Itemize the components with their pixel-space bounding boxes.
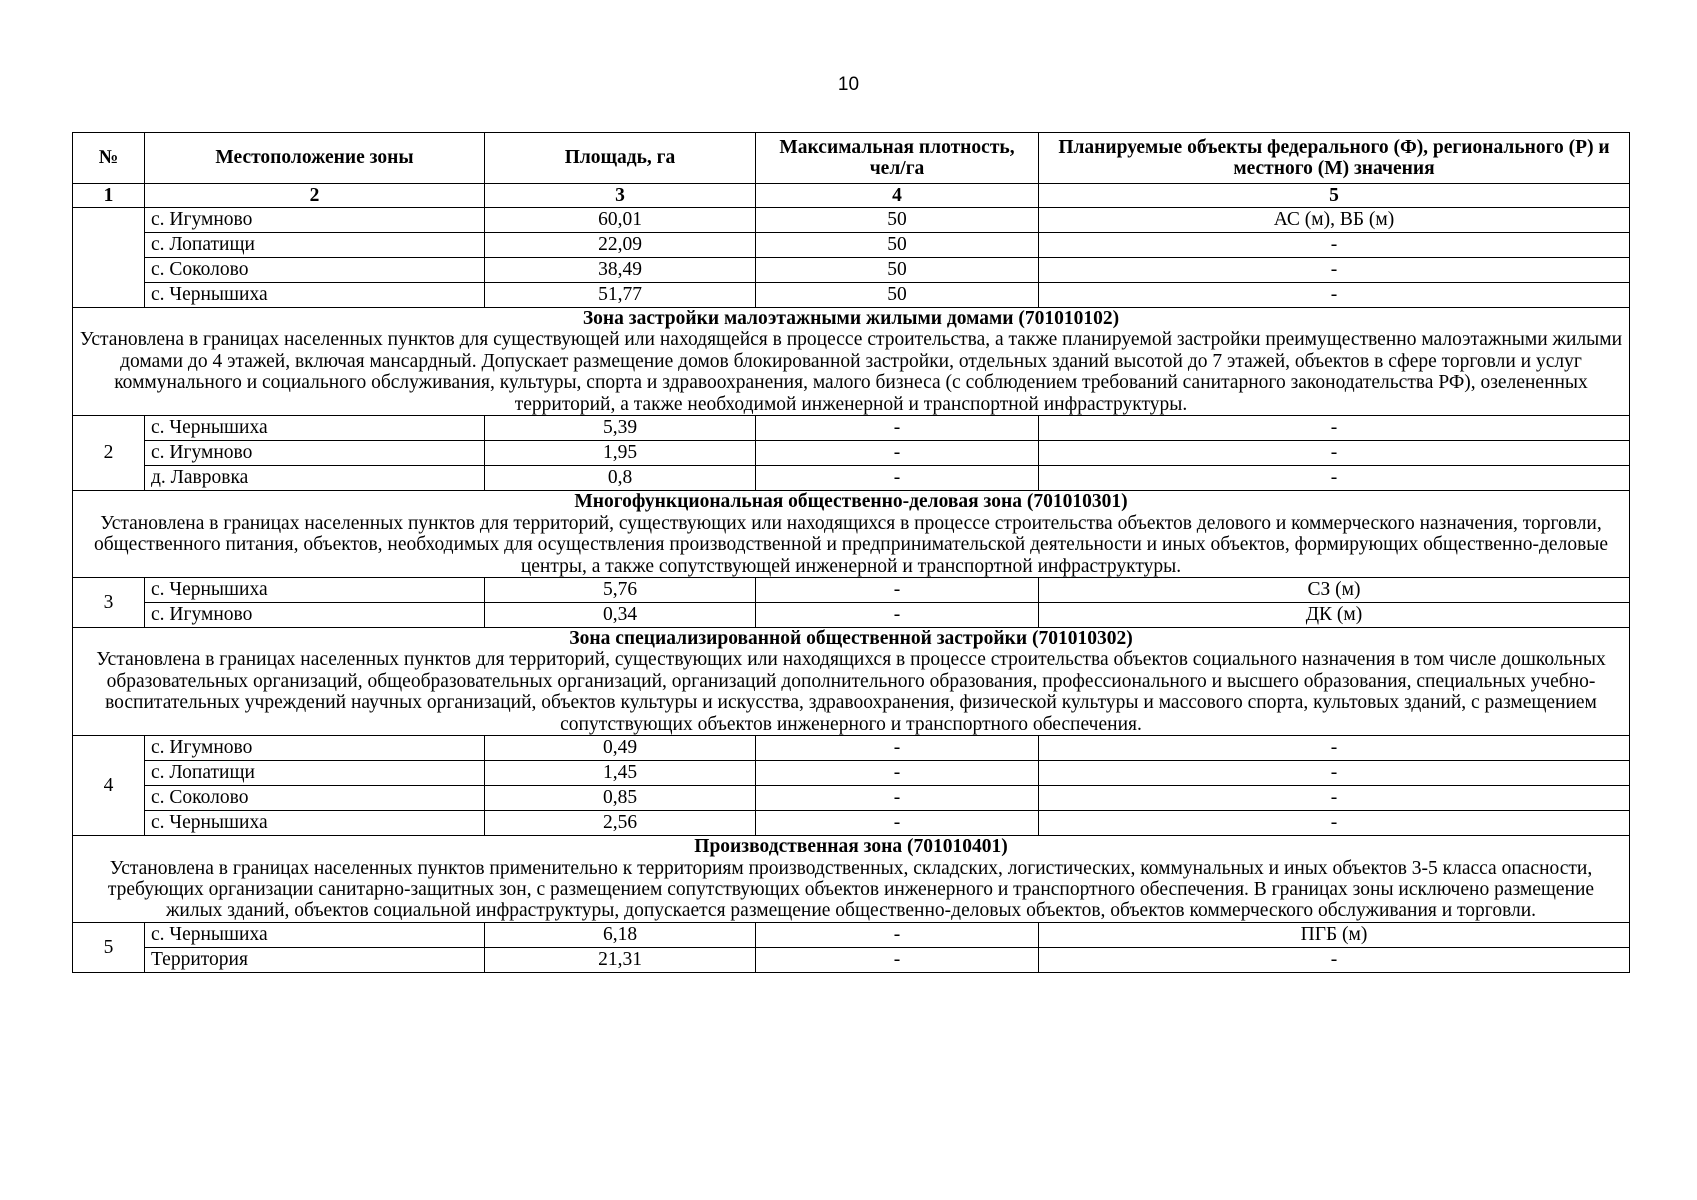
area-cell: 1,45	[485, 761, 756, 786]
table-row	[73, 761, 1630, 786]
zone-number-cell: 4	[73, 736, 145, 836]
table-row	[73, 947, 1630, 972]
location-cell: с. Чернышиха	[145, 922, 485, 947]
header-planned-objects: Планируемые объекты федерального (Ф), регионального (Р) и местного (М) значения	[1039, 133, 1630, 184]
zone-description-row	[73, 491, 1630, 578]
area-cell: 22,09	[485, 233, 756, 258]
column-number: 5	[1039, 184, 1630, 208]
area-cell: 21,31	[485, 947, 756, 972]
zone-description-cell	[73, 836, 1630, 923]
density-cell: 50	[756, 258, 1039, 283]
zone-description-cell	[73, 491, 1630, 578]
table-row	[73, 441, 1630, 466]
density-cell: 50	[756, 233, 1039, 258]
location-cell: с. Чернышиха	[145, 577, 485, 602]
objects-cell: -	[1039, 441, 1630, 466]
objects-cell: -	[1039, 283, 1630, 308]
page-number: 10	[837, 74, 860, 95]
objects-cell: -	[1039, 258, 1630, 283]
location-cell: с. Чернышиха	[145, 811, 485, 836]
density-cell: -	[756, 602, 1039, 627]
table-row	[73, 416, 1630, 441]
zone-number-cell	[73, 208, 145, 308]
area-cell: 1,95	[485, 441, 756, 466]
location-cell: с. Лопатищи	[145, 233, 485, 258]
zone-description: Установлена в границах населенных пунктов для территорий, существующих или находящихся в процессе строительства объектов социального назначения в том числе дошкольных образовательных организаций, общеобразовательных организаций, организаций дополнительного образования, профессионального и высшего образования, специальных учебно-воспитательных учреждений научных организаций, объектов культуры и искусства, здравоохранения, физической культуры и массового спорта, культовых зданий, с размещением сопутствующих объектов инженерного и транспортного обеспечения.	[96, 649, 1606, 735]
zone-description-cell	[73, 627, 1630, 735]
zones-table	[72, 132, 1630, 973]
location-cell: с. Игумново	[145, 208, 485, 233]
zone-number-cell: 3	[73, 577, 145, 627]
zone-description-row	[73, 308, 1630, 416]
zone-description: Установлена в границах населенных пунктов применительно к территориям производственных, складских, логистических, коммунальных и иных объектов 3-5 класса опасности, требующих организации санитарно-защитных зон, с размещением сопутствующих объектов инженерного и транспортного обеспечения. В границах зоны исключено размещение жилых зданий, объектов социальной инфраструктуры, допускается размещение общественно-деловых объектов, объектов коммерческого обслуживания и торговли.	[107, 857, 1595, 922]
objects-cell: -	[1039, 233, 1630, 258]
table-row	[73, 283, 1630, 308]
column-number: 1	[73, 184, 145, 208]
location-cell: с. Игумново	[145, 736, 485, 761]
location-cell: с. Игумново	[145, 441, 485, 466]
objects-cell: ДК (м)	[1039, 602, 1630, 627]
header-area: Площадь, га	[485, 133, 756, 184]
zone-title: Зона застройки малоэтажными жилыми домами (701010102)	[582, 308, 1120, 329]
objects-cell: -	[1039, 811, 1630, 836]
objects-cell: -	[1039, 947, 1630, 972]
table-row	[73, 208, 1630, 233]
header-number: №	[73, 133, 145, 184]
zone-title: Зона специализированной общественной застройки (701010302)	[569, 627, 1133, 649]
area-cell: 5,39	[485, 416, 756, 441]
column-numbers-row	[73, 184, 1630, 208]
density-cell: -	[756, 577, 1039, 602]
area-cell: 60,01	[485, 208, 756, 233]
table-row	[73, 602, 1630, 627]
location-cell: Территория	[145, 947, 485, 972]
table-row	[73, 922, 1630, 947]
density-cell: 50	[756, 283, 1039, 308]
area-cell: 5,76	[485, 577, 756, 602]
location-cell: с. Соколово	[145, 258, 485, 283]
density-cell: -	[756, 736, 1039, 761]
objects-cell: СЗ (м)	[1039, 577, 1630, 602]
zone-number-cell: 5	[73, 922, 145, 972]
objects-cell: -	[1039, 786, 1630, 811]
location-cell: с. Чернышиха	[145, 283, 485, 308]
column-number: 2	[145, 184, 485, 208]
zone-title: Производственная зона (701010401)	[694, 836, 1008, 858]
header-density: Максимальная плотность, чел/га	[756, 133, 1039, 184]
density-cell: -	[756, 786, 1039, 811]
density-cell: -	[756, 416, 1039, 441]
density-cell: -	[756, 441, 1039, 466]
zone-description: Установлена в границах населенных пунктов для существующей или находящейся в процессе строительства, а также планируемой застройки преимущественно малоэтажными жилыми домами до 4 этажей, включая мансардный. Допускает размещение домов блокированной застройки, отдельных зданий высотой до 7 этажей, объектов в сфере торговли и услуг коммунального и социального обслуживания, культуры, спорта и здравоохранения, малого бизнеса (с соблюдением требований санитарного законодательства РФ), озелененных территорий, а также необходимой инженерной и транспортной инфраструктуры.	[79, 329, 1623, 415]
zone-number-cell: 2	[73, 416, 145, 491]
density-cell: -	[756, 811, 1039, 836]
area-cell: 0,85	[485, 786, 756, 811]
location-cell: с. Лопатищи	[145, 761, 485, 786]
zone-description-row	[73, 627, 1630, 735]
area-cell: 0,49	[485, 736, 756, 761]
table-header-row	[73, 133, 1630, 184]
table-row	[73, 736, 1630, 761]
zone-description-row	[73, 836, 1630, 923]
area-cell: 51,77	[485, 283, 756, 308]
area-cell: 0,8	[485, 466, 756, 491]
zone-description-cell	[73, 308, 1630, 416]
objects-cell: АС (м), ВБ (м)	[1039, 208, 1630, 233]
column-number: 4	[756, 184, 1039, 208]
table-row	[73, 577, 1630, 602]
location-cell: с. Соколово	[145, 786, 485, 811]
table-row	[73, 258, 1630, 283]
density-cell: -	[756, 947, 1039, 972]
location-cell: д. Лавровка	[145, 466, 485, 491]
objects-cell: -	[1039, 416, 1630, 441]
area-cell: 6,18	[485, 922, 756, 947]
density-cell: -	[756, 466, 1039, 491]
table-row	[73, 466, 1630, 491]
objects-cell: -	[1039, 761, 1630, 786]
area-cell: 38,49	[485, 258, 756, 283]
density-cell: 50	[756, 208, 1039, 233]
zone-title: Многофункциональная общественно-деловая зона (701010301)	[574, 491, 1128, 513]
objects-cell: ПГБ (м)	[1039, 922, 1630, 947]
table-row	[73, 811, 1630, 836]
table-row	[73, 786, 1630, 811]
objects-cell: -	[1039, 466, 1630, 491]
location-cell: с. Чернышиха	[145, 416, 485, 441]
objects-cell: -	[1039, 736, 1630, 761]
column-number: 3	[485, 184, 756, 208]
header-location: Местоположение зоны	[145, 133, 485, 184]
table-row	[73, 233, 1630, 258]
area-cell: 2,56	[485, 811, 756, 836]
zone-description: Установлена в границах населенных пунктов для территорий, существующих или находящихся в процессе строительства объектов делового и коммерческого назначения, торговли, общественного питания, объектов, необходимых для осуществления производственной и предпринимательской деятельности и иных объектов, формирующих общественно-деловые центры, а также сопутствующей инженерной и транспортной инфраструктуры.	[93, 512, 1609, 577]
density-cell: -	[756, 922, 1039, 947]
area-cell: 0,34	[485, 602, 756, 627]
location-cell: с. Игумново	[145, 602, 485, 627]
density-cell: -	[756, 761, 1039, 786]
